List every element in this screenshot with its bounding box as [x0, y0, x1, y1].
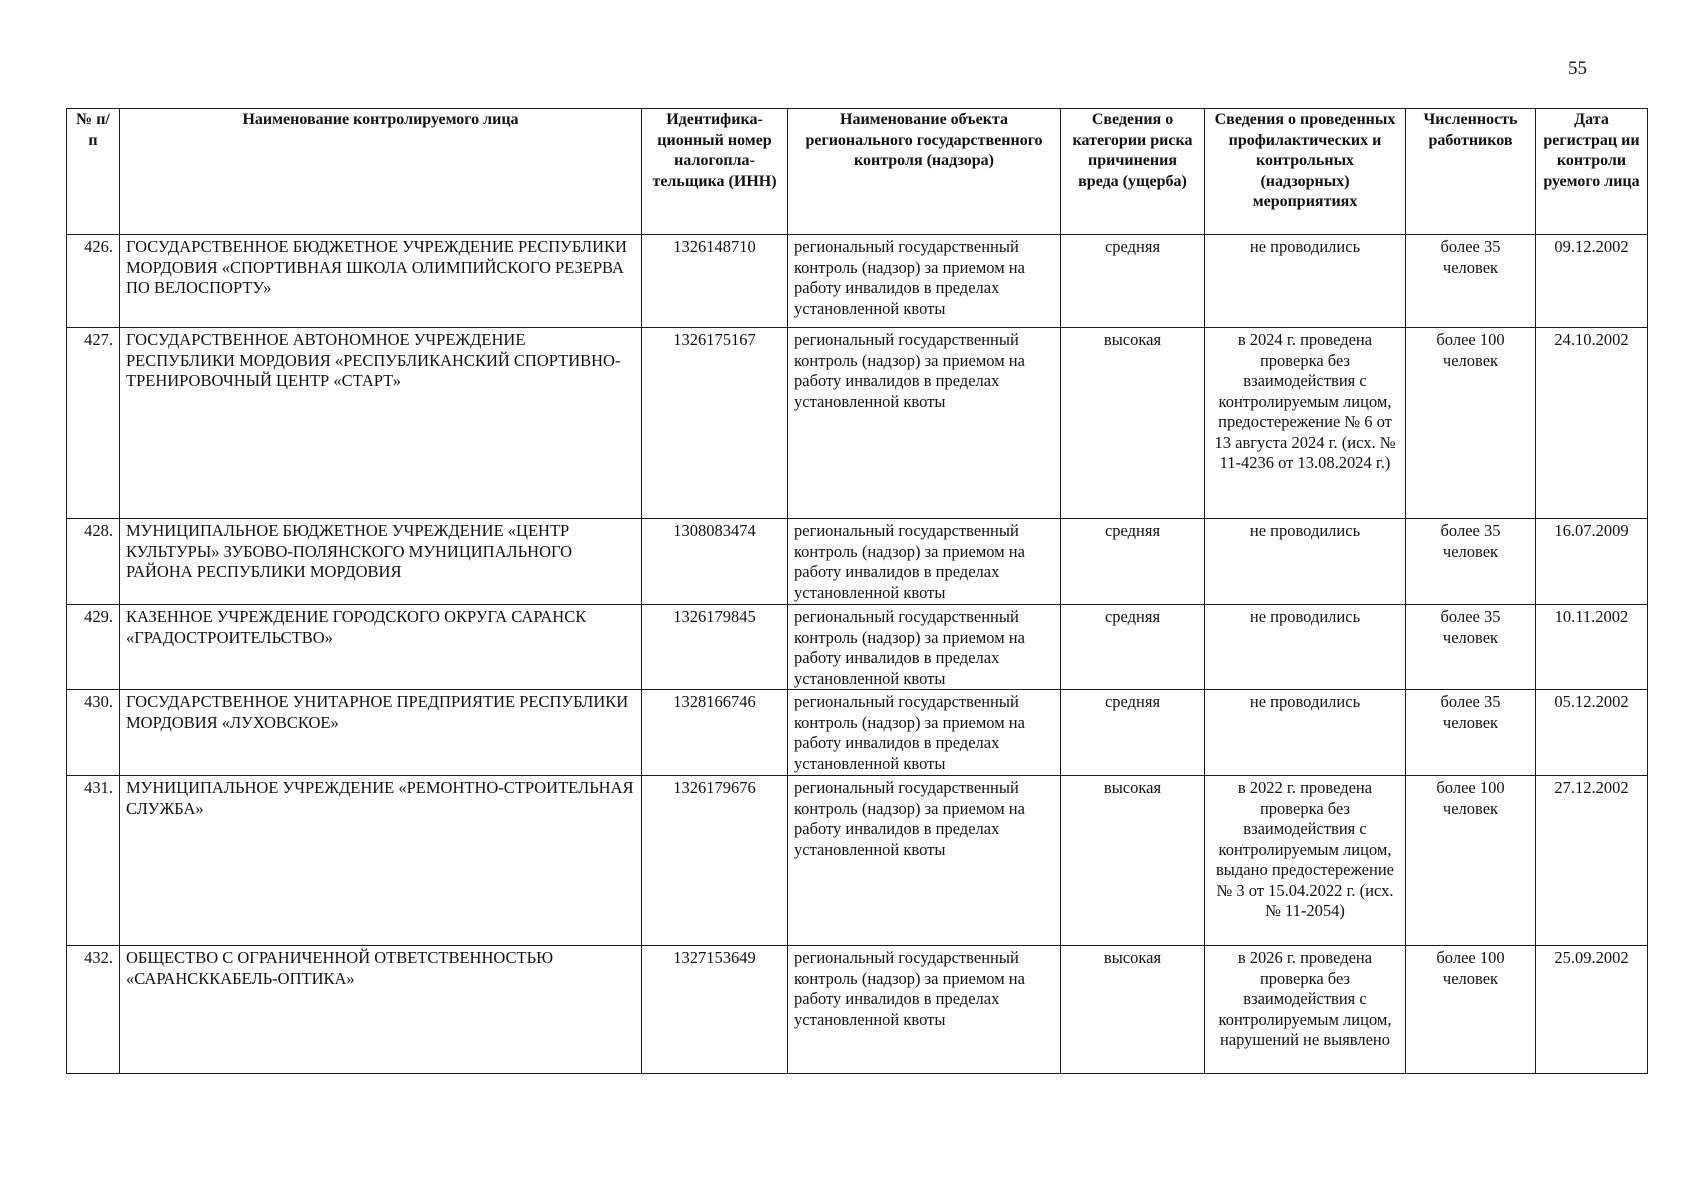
organization-name: ГОСУДАРСТВЕННОЕ БЮДЖЕТНОЕ УЧРЕЖДЕНИЕ РЕСПУБЛИКИ МОРДОВИЯ «СПОРТИВНАЯ ШКОЛА ОЛИМПИЙСКОГО РЕЗЕРВА ПО ВЕЛОСПОРТУ» — [120, 235, 642, 328]
employee-count: более 100 человек — [1406, 328, 1536, 519]
header-measures: Сведения о проведенных профилактических и контрольных (надзорных) мероприятиях — [1205, 109, 1406, 235]
employee-count: более 100 человек — [1406, 776, 1536, 946]
control-register-table — [66, 108, 1648, 1074]
inn-value: 1327153649 — [642, 946, 788, 1074]
organization-name: МУНИЦИПАЛЬНОЕ БЮДЖЕТНОЕ УЧРЕЖДЕНИЕ «ЦЕНТР КУЛЬТУРЫ» ЗУБОВО-ПОЛЯНСКОГО МУНИЦИПАЛЬНОГО РАЙОНА РЕСПУБЛИКИ МОРДОВИЯ — [120, 519, 642, 605]
measures-info: в 2024 г. проведена проверка без взаимодействия с контролируемым лицом, предостережение № 6 от 13 августа 2024 г. (исх. № 11-4236 от 13.08.2024 г.) — [1205, 328, 1406, 519]
header-employees: Численность работников — [1406, 109, 1536, 235]
measures-info: не проводились — [1205, 519, 1406, 605]
table-row — [67, 328, 1648, 519]
employee-count: более 35 человек — [1406, 605, 1536, 690]
control-object: региональный государственный контроль (надзор) за приемом на работу инвалидов в пределах установленной квоты — [788, 946, 1061, 1074]
risk-category: высокая — [1061, 328, 1205, 519]
employee-count: более 35 человек — [1406, 690, 1536, 776]
control-object: региональный государственный контроль (надзор) за приемом на работу инвалидов в пределах установленной квоты — [788, 235, 1061, 328]
measures-info: не проводились — [1205, 605, 1406, 690]
row-number: 429. — [67, 605, 120, 690]
control-object: региональный государственный контроль (надзор) за приемом на работу инвалидов в пределах установленной квоты — [788, 690, 1061, 776]
registration-date: 24.10.2002 — [1536, 328, 1648, 519]
measures-info: не проводились — [1205, 235, 1406, 328]
organization-name: ГОСУДАРСТВЕННОЕ АВТОНОМНОЕ УЧРЕЖДЕНИЕ РЕСПУБЛИКИ МОРДОВИЯ «РЕСПУБЛИКАНСКИЙ СПОРТИВНО-ТРЕНИРОВОЧНЫЙ ЦЕНТР «СТАРТ» — [120, 328, 642, 519]
measures-info: в 2022 г. проведена проверка без взаимодействия с контролируемым лицом, выдано предостережение № 3 от 15.04.2022 г. (исх. № 11-2054) — [1205, 776, 1406, 946]
table-row — [67, 519, 1648, 605]
employee-count: более 35 человек — [1406, 519, 1536, 605]
row-number: 431. — [67, 776, 120, 946]
registration-date: 10.11.2002 — [1536, 605, 1648, 690]
organization-name: ОБЩЕСТВО С ОГРАНИЧЕННОЙ ОТВЕТСТВЕННОСТЬЮ «САРАНСККАБЕЛЬ-ОПТИКА» — [120, 946, 642, 1074]
row-number: 432. — [67, 946, 120, 1074]
row-number: 426. — [67, 235, 120, 328]
organization-name: КАЗЕННОЕ УЧРЕЖДЕНИЕ ГОРОДСКОГО ОКРУГА САРАНСК «ГРАДОСТРОИТЕЛЬСТВО» — [120, 605, 642, 690]
page-number: 55 — [1568, 58, 1587, 79]
measures-info: не проводились — [1205, 690, 1406, 776]
risk-category: средняя — [1061, 690, 1205, 776]
header-object: Наименование объекта регионального государственного контроля (надзора) — [788, 109, 1061, 235]
table-row — [67, 235, 1648, 328]
employee-count: более 100 человек — [1406, 946, 1536, 1074]
header-name: Наименование контролируемого лица — [120, 109, 642, 235]
inn-value: 1326175167 — [642, 328, 788, 519]
registration-date: 25.09.2002 — [1536, 946, 1648, 1074]
inn-value: 1326179845 — [642, 605, 788, 690]
table-row — [67, 690, 1648, 776]
registration-date: 16.07.2009 — [1536, 519, 1648, 605]
risk-category: высокая — [1061, 776, 1205, 946]
inn-value: 1326148710 — [642, 235, 788, 328]
row-number: 430. — [67, 690, 120, 776]
risk-category: средняя — [1061, 605, 1205, 690]
inn-value: 1326179676 — [642, 776, 788, 946]
control-object: региональный государственный контроль (надзор) за приемом на работу инвалидов в пределах установленной квоты — [788, 519, 1061, 605]
control-object: региональный государственный контроль (надзор) за приемом на работу инвалидов в пределах установленной квоты — [788, 605, 1061, 690]
inn-value: 1328166746 — [642, 690, 788, 776]
control-object: региональный государственный контроль (надзор) за приемом на работу инвалидов в пределах установленной квоты — [788, 776, 1061, 946]
risk-category: средняя — [1061, 235, 1205, 328]
registration-date: 09.12.2002 — [1536, 235, 1648, 328]
organization-name: МУНИЦИПАЛЬНОЕ УЧРЕЖДЕНИЕ «РЕМОНТНО-СТРОИТЕЛЬНАЯ СЛУЖБА» — [120, 776, 642, 946]
header-date: Дата регистрац ии контроли руемого лица — [1536, 109, 1648, 235]
table-row — [67, 605, 1648, 690]
employee-count: более 35 человек — [1406, 235, 1536, 328]
table-row — [67, 776, 1648, 946]
row-number: 427. — [67, 328, 120, 519]
risk-category: средняя — [1061, 519, 1205, 605]
inn-value: 1308083474 — [642, 519, 788, 605]
measures-info: в 2026 г. проведена проверка без взаимодействия с контролируемым лицом, нарушений не выявлено — [1205, 946, 1406, 1074]
header-risk: Сведения о категории риска причинения вреда (ущерба) — [1061, 109, 1205, 235]
registration-date: 27.12.2002 — [1536, 776, 1648, 946]
header-num: № п/п — [67, 109, 120, 235]
table-row — [67, 946, 1648, 1074]
header-inn: Идентифика-ционный номер налогопла-тельщика (ИНН) — [642, 109, 788, 235]
control-object: региональный государственный контроль (надзор) за приемом на работу инвалидов в пределах установленной квоты — [788, 328, 1061, 519]
table-header-row — [67, 109, 1648, 235]
row-number: 428. — [67, 519, 120, 605]
registration-date: 05.12.2002 — [1536, 690, 1648, 776]
organization-name: ГОСУДАРСТВЕННОЕ УНИТАРНОЕ ПРЕДПРИЯТИЕ РЕСПУБЛИКИ МОРДОВИЯ «ЛУХОВСКОЕ» — [120, 690, 642, 776]
risk-category: высокая — [1061, 946, 1205, 1074]
